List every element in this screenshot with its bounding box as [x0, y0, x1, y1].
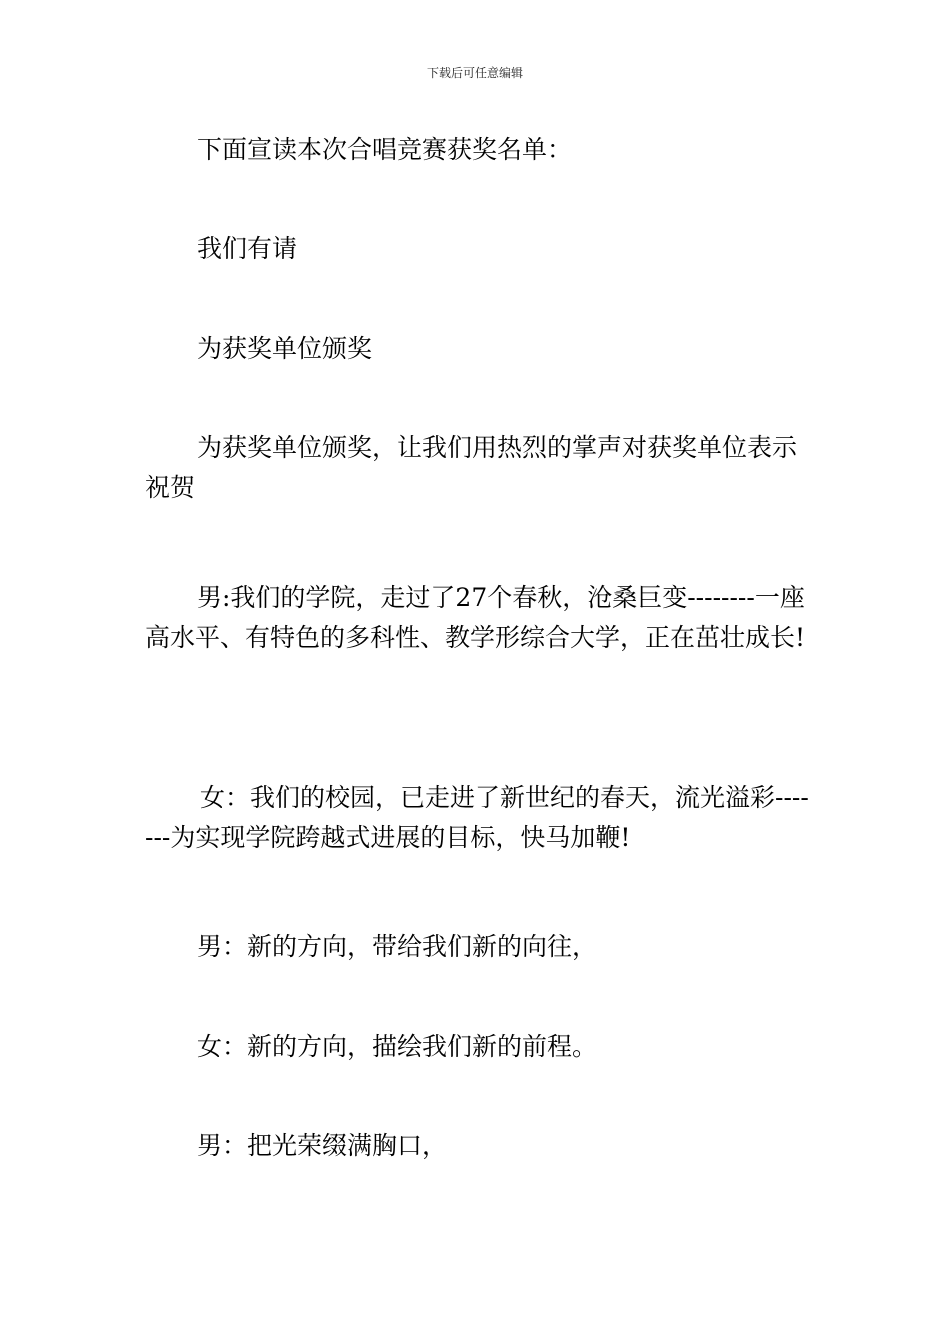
paragraph-invite: 我们有请 — [197, 234, 298, 263]
header-note: 下载后可任意编辑 — [426, 66, 523, 80]
paragraph-male-college: 男:我们的学院，走过了27个春秋，沧桑巨变--------一座高水平、有特色的多科性、教学形综合大学，正在茁壮成长! — [145, 583, 806, 652]
paragraph-female-direction: 女：新的方向，描绘我们新的前程。 — [197, 1032, 598, 1061]
paragraph-award-list: 下面宣读本次合唱竞赛获奖名单： — [197, 135, 573, 164]
paragraph-female-campus: 女：我们的校园，已走进了新世纪的春天，流光溢彩-------为实现学院跨越式进展的目标，快马加鞭! — [145, 783, 809, 852]
paragraph-male-direction: 男：新的方向，带给我们新的向往， — [197, 932, 598, 961]
paragraph-present-award: 为获奖单位颁奖 — [197, 334, 373, 363]
paragraph-applause: 为获奖单位颁奖，让我们用热烈的掌声对获奖单位表示祝贺 — [145, 433, 798, 502]
paragraph-male-honor: 男：把光荣缀满胸口， — [197, 1131, 448, 1160]
